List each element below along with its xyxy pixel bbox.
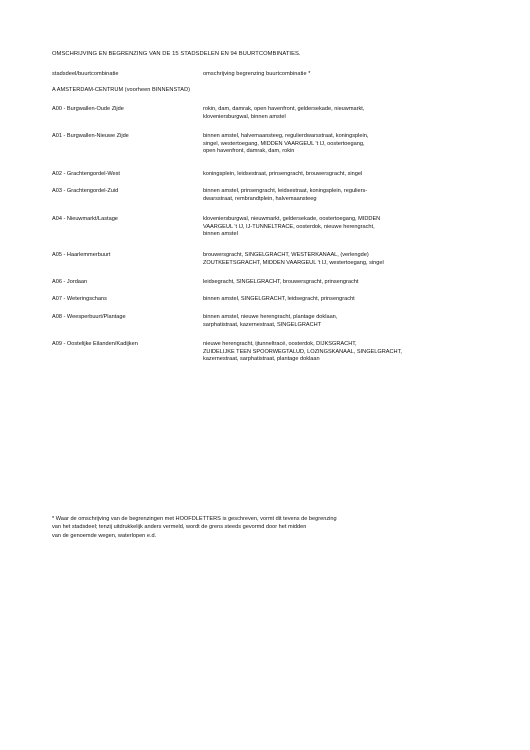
row-code: A05 - Haarlemmerbuurt <box>52 252 111 258</box>
row-description: kloveniersburgwal, nieuwmarkt, geldersekade, oostertoegang, MIDDEN VAARGEUL 't IJ, IJ-TUNNELTRACE, oosterdok, nieuwe herengracht, binnen amstel <box>203 216 381 238</box>
row-description: nieuwe herengracht, ijtunneltracé, oosterdok, DIJKSGRACHT, ZUIDELIJKE TEEN SPOORWEGTALUD, LOZINGSKANAAL, SINGELGRACHT, kazernestraat, sarphatistraat, plantage doklaan <box>203 341 402 363</box>
row-description: leidsegracht, SINGELGRACHT, brouwersgracht, prinsengracht <box>203 279 359 285</box>
row-description: koningsplein, leidsestraat, prinsengracht, brouwersgracht, singel <box>203 171 363 177</box>
row-code: A06 - Jordaan <box>52 279 88 285</box>
column-header-description: omschrijving begrenzing buurtcombinatie * <box>203 71 311 77</box>
column-header-district: stadsdeel/buurtcombinatie <box>52 71 119 77</box>
row-code: A04 - Nieuwmarkt/Lastage <box>52 216 118 222</box>
row-code: A08 - Weesperbuurt/Plantage <box>52 314 126 320</box>
page-title: OMSCHRIJVING EN BEGRENZING VAN DE 15 STADSDELEN EN 94 BUURTCOMBINATIES. <box>52 51 301 57</box>
row-code: A07 - Weteringschans <box>52 296 107 302</box>
row-description: binnen amstel, SINGELGRACHT, leidsegracht, prinsengracht <box>203 296 355 302</box>
row-description: binnen amstel, halvemaansteeg, regulierdwarsstraat, koningsplein, singel, westertoegang, MIDDEN VAARGEUL 't IJ, oostertoegang, open havenfront, damrak, dam, rokin <box>203 133 369 155</box>
row-code: A00 - Burgwallen-Oude Zijde <box>52 106 124 112</box>
row-code: A03 - Grachtengordel-Zuid <box>52 188 119 194</box>
footnote: * Waar de omschrijving van de begrenzingen met HOOFDLETTERS is geschreven, vormt dit tevens de begrenzing van het stadsdeel; tenzij uitdrukkelijk anders vermeld, wordt de grens steeds gevormd door het midden van de genoemde wegen, waterlopen e.d. <box>52 516 337 539</box>
row-description: binnen amstel, nieuwe herengracht, plantage doklaan, sarphatistraat, kazernestraat, SINGELGRACHT <box>203 314 338 328</box>
section-title: A AMSTERDAM-CENTRUM (voorheen BINNENSTAD) <box>52 87 191 93</box>
row-description: binnen amstel, prinsengracht, leidsestraat, koningsplein, reguliers- dwarsstraat, rembrandtplein, halvemaansteeg <box>203 188 368 202</box>
row-code: A09 - Oostelijke Eilanden/Kadijken <box>52 341 138 347</box>
row-code: A02 - Grachtengordel-West <box>52 171 120 177</box>
row-code: A01 - Burgwallen-Nieuwe Zijde <box>52 133 129 139</box>
row-description: brouwersgracht, SINGELGRACHT, WESTERKANAAL, (verlengde) ZOUTKEETSGRACHT, MIDDEN VAARGEUL 't IJ, westertoegang, singel <box>203 252 384 266</box>
row-description: rokin, dam, damrak, open havenfront, geldersekade, nieuwmarkt, kloveniersburgwal, binnen amstel <box>203 106 365 120</box>
